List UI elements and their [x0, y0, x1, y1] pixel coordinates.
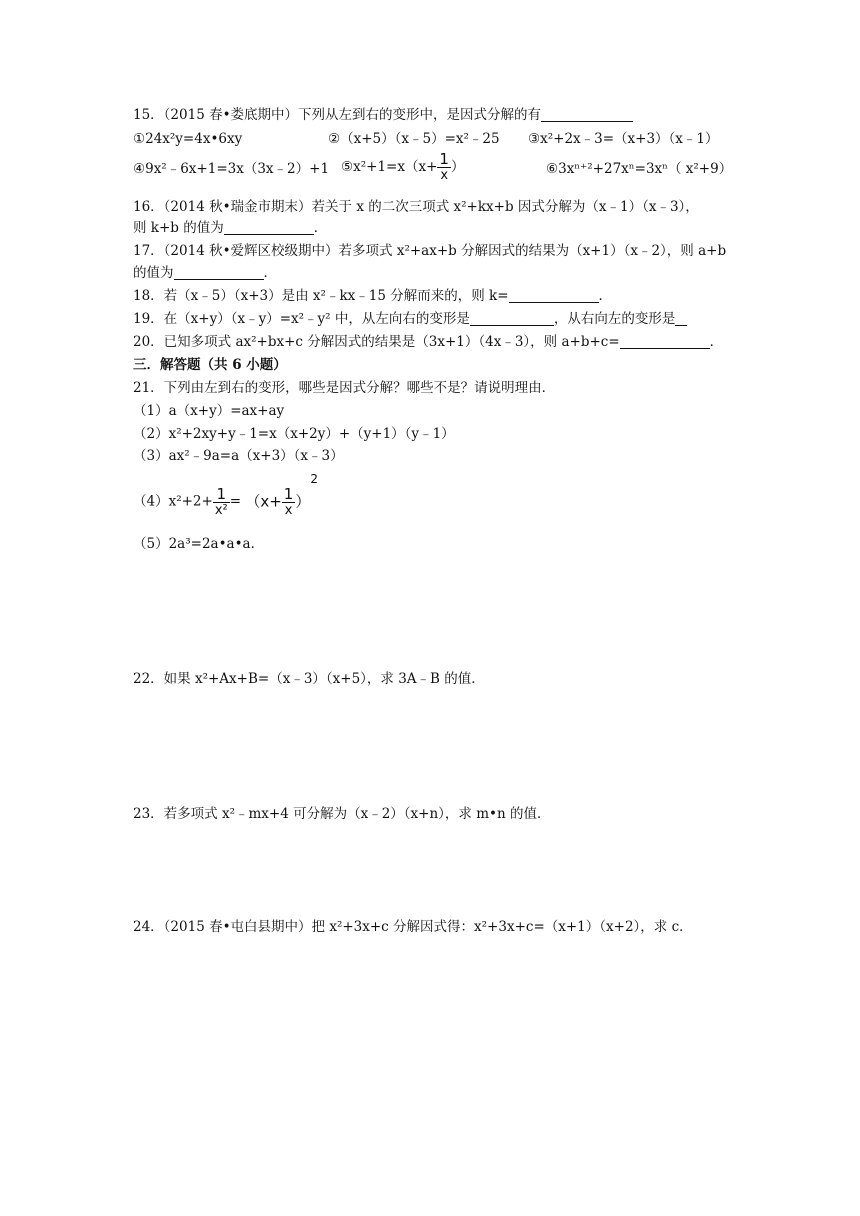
paren-open: （x+ — [245, 492, 282, 511]
option-5 — [341, 152, 464, 182]
question-16-text: 则 k+b 的值为 — [133, 220, 224, 236]
question-20 — [133, 333, 723, 351]
period: ． — [709, 334, 724, 350]
option-5-close: ） — [450, 159, 465, 175]
answer-blank-18 — [509, 288, 599, 303]
fraction-numerator: 1 — [216, 484, 227, 503]
fraction-denominator: x — [440, 168, 449, 183]
question-19-mid: ，从右向左的变形是 — [553, 311, 676, 327]
answer-blank-19a — [470, 311, 554, 326]
option-1: ①24x²y=4x•6xy — [133, 131, 243, 147]
item-4-text: （4）x²+2+ — [133, 493, 213, 510]
answer-blank-15 — [541, 107, 633, 122]
question-21-item-5: （5）2a³=2a•a•a． — [133, 536, 265, 552]
fraction-denominator: x — [284, 502, 293, 518]
answer-blank-16 — [224, 220, 314, 235]
question-16-line1: 16．（2014 秋•瑞金市期末）若关于 x 的二次三项式 x²+kx+b 因式分解为（x﹣1）（x﹣3）， — [133, 199, 699, 215]
question-21-item-4 — [133, 470, 318, 526]
question-18 — [133, 287, 612, 305]
option-4: ④9x²﹣6x+1=3x（3x﹣2）+1 — [133, 161, 330, 177]
item-4-fraction-2 — [282, 484, 296, 518]
question-17-line1: 17．（2014 秋•爱辉区校级期中）若多项式 x²+ax+b 分解因式的结果为（x+1）（x﹣2），则 a+b — [133, 243, 727, 259]
option-6: ⑥3xⁿ⁺²+27xⁿ=3xⁿ（ x²+9） — [546, 161, 733, 177]
question-22: 22．如果 x²+Ax+B=（x﹣3）（x+5），求 3A﹣B 的值． — [133, 671, 485, 687]
question-19-text: 19．在（x+y）（x﹣y）=x²﹣y² 中，从左向右的变形是 — [133, 311, 470, 327]
question-21-stem: 21．下列由左到右的变形，哪些是因式分解？哪些不是？请说明理由． — [133, 380, 556, 396]
question-17-line2 — [133, 264, 277, 282]
exponent: 2 — [310, 472, 318, 486]
equals-sign: = — [229, 493, 242, 510]
question-18-text: 18．若（x﹣5）（x+3）是由 x²﹣kx﹣15 分解而来的，则 k= — [133, 288, 509, 304]
question-15-text: 15．（2015 春•娄底期中）下列从左到右的变形中，是因式分解的有 — [133, 107, 542, 123]
item-4-fraction — [213, 484, 230, 518]
question-15-options-row2 — [133, 152, 733, 192]
section-heading: 三．解答题（共 6 小题） — [133, 357, 287, 373]
question-21-item-2: （2）x²+2xy+y﹣1=x（x+2y）+（y+1）（y﹣1） — [133, 426, 455, 442]
period: ． — [598, 288, 613, 304]
option-5-fraction — [437, 152, 451, 182]
period: ． — [263, 265, 277, 281]
question-20-text: 20．已知多项式 ax²+bx+c 分解因式的结果是（3x+1）（4x﹣3），则 a+b+c= — [133, 334, 620, 350]
fraction-numerator: 1 — [439, 150, 449, 168]
answer-blank-17 — [174, 265, 264, 280]
answer-blank-19b — [675, 311, 687, 326]
question-15-stem — [133, 106, 633, 124]
question-24: 24．（2015 春•屯白县期中）把 x²+3x+c 分解因式得：x²+3x+c=（x+1）（x+2），求 c． — [133, 919, 693, 935]
period: ． — [313, 220, 328, 236]
option-2: ②（x+5）（x﹣5）=x²﹣25 — [328, 131, 500, 147]
option-3: ③x²+2x﹣3=（x+3）（x﹣1） — [528, 131, 719, 147]
question-21-item-1: （1）a（x+y）=ax+ay — [133, 403, 285, 419]
question-16-line2 — [133, 219, 327, 237]
fraction-numerator: 1 — [283, 484, 294, 503]
question-23: 23．若多项式 x²﹣mx+4 可分解为（x﹣2）（x+n），求 m•n 的值． — [133, 806, 551, 822]
question-19 — [133, 310, 687, 328]
answer-blank-20 — [620, 334, 710, 349]
question-21-item-3: （3）ax²﹣9a=a（x+3）（x﹣3） — [133, 448, 344, 464]
fraction-denominator: x² — [214, 502, 228, 518]
option-5-text: ⑤x²+1=x（x+ — [341, 159, 438, 175]
paren-close: ） — [295, 492, 311, 511]
question-17-text: 的值为 — [133, 265, 174, 281]
